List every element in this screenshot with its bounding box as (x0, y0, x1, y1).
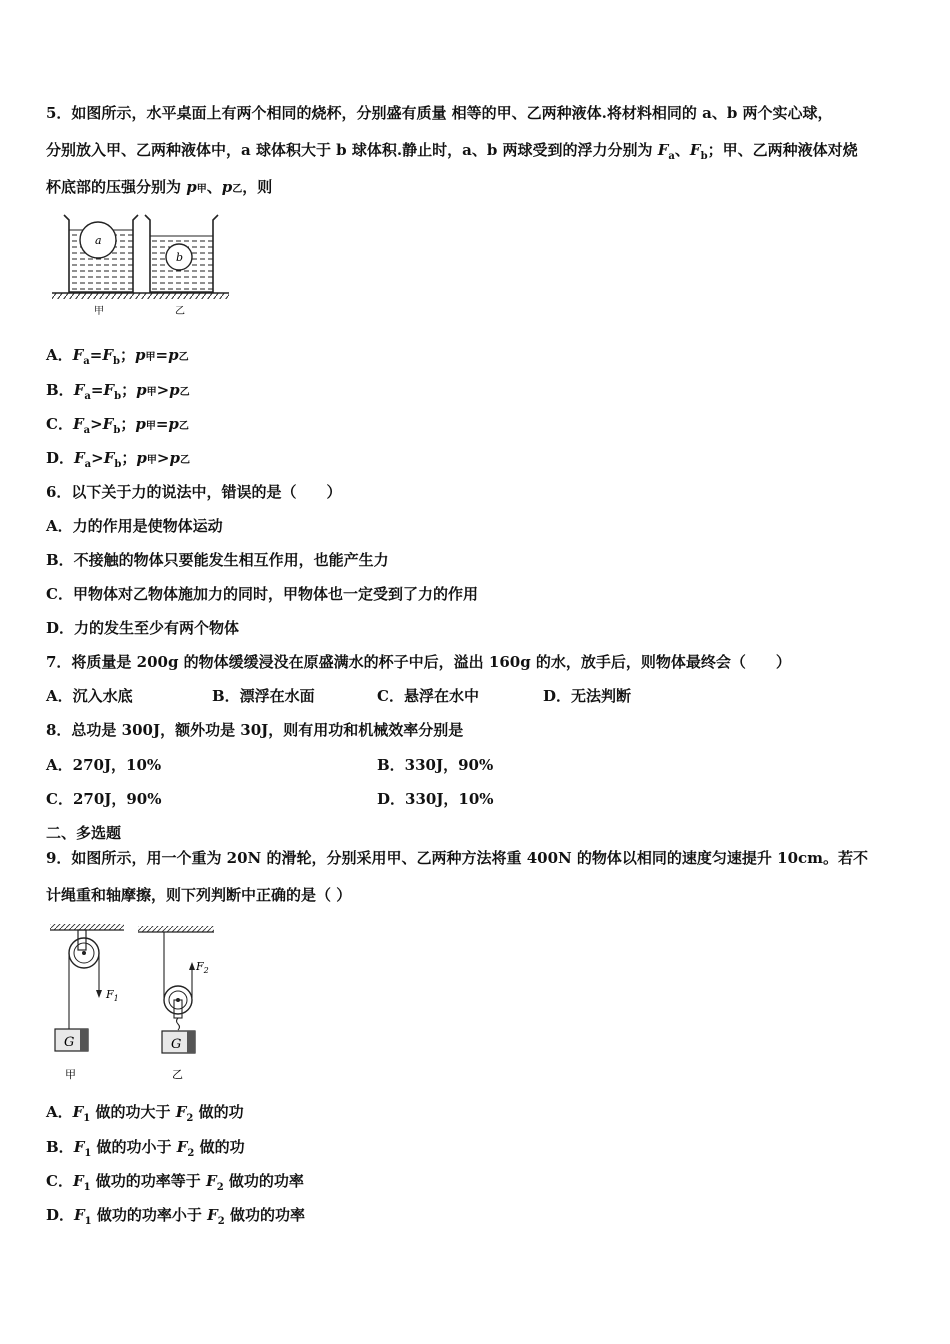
option-letter: D． (46, 449, 75, 467)
sub-a: a (668, 151, 675, 162)
sym-F: F (102, 346, 114, 364)
sym-F: F (103, 381, 115, 399)
sub-jia: 甲 (146, 387, 157, 398)
sub-b: b (113, 356, 121, 367)
q6-option-b: B．不接触的物体只要能发生相互作用，也能产生力 (46, 551, 389, 569)
option-letter: A． (46, 346, 73, 364)
sub-a: a (83, 356, 90, 367)
sub-yi: 乙 (179, 387, 190, 398)
relation: = (155, 346, 169, 364)
sym-F: F (73, 1138, 85, 1156)
sub-a: a (84, 459, 92, 470)
sym-F: F (74, 1206, 85, 1224)
sep: 、 (206, 178, 222, 196)
sub-jia: 甲 (145, 352, 156, 363)
relation: > (156, 449, 170, 467)
q9-line2: 计绳重和轴摩擦，则下列判断中正确的是（ ） (46, 886, 352, 904)
semi: ； (121, 449, 137, 467)
q8-option-a: A．270J，10% (46, 756, 162, 774)
sub-jia: 甲 (146, 455, 157, 466)
sym-p: p (168, 415, 179, 433)
sub-2: 2 (217, 1216, 225, 1227)
option-text: 做的功大于 (90, 1103, 176, 1121)
q5-line2-text: 分别放入甲、乙两种液体中，a 球体积大于 b 球体积.静止时，a、b 两球受到的浮力分别为 (46, 141, 658, 159)
q5-option-a (46, 346, 189, 371)
label-jia-pulley: 甲 (65, 1068, 76, 1081)
label-yi: 乙 (175, 306, 185, 317)
force-f2-label: $F_2$ (196, 960, 209, 975)
sub-1: 1 (83, 1182, 91, 1193)
q5-option-d (46, 449, 190, 474)
sub-yi: 乙 (179, 455, 190, 466)
label-yi-pulley: 乙 (172, 1068, 183, 1081)
sym-F: F (102, 415, 114, 433)
q7-option-a: A．沉入水底 (46, 687, 133, 705)
sym-F: F (103, 449, 115, 467)
sub-yi: 乙 (232, 184, 243, 195)
sub-b: b (114, 459, 122, 470)
semi: ； (120, 415, 136, 433)
sym-p: p (186, 178, 197, 196)
sym-F: F (207, 1206, 218, 1224)
sym-p: p (168, 346, 179, 364)
q6-stem: 6．以下关于力的说法中，错误的是（ ） (46, 483, 342, 501)
ball-a-label: a (95, 234, 102, 247)
sym-F: F (206, 1172, 217, 1190)
sub-2: 2 (187, 1148, 195, 1159)
sym-p: p (136, 381, 147, 399)
q9-option-d (46, 1206, 305, 1231)
q7-stem: 7．将质量是 200g 的物体缓缓浸没在原盛满水的杯子中后，溢出 160g 的水，放手后，则物体最终会（ ） (46, 653, 791, 671)
option-letter: C． (46, 1172, 73, 1190)
sym-p: p (169, 381, 180, 399)
option-text: 做功的功率 (223, 1172, 304, 1190)
weight-g-yi: G (171, 1037, 182, 1052)
sym-p: p (169, 449, 180, 467)
q9-option-b (46, 1138, 245, 1163)
sym-p: p (135, 346, 146, 364)
movable-pulley (138, 926, 214, 1081)
sym-F: F (72, 1172, 84, 1190)
sub-jia: 甲 (196, 184, 207, 195)
q9-option-c (46, 1172, 304, 1197)
sub-2: 2 (216, 1182, 224, 1193)
q8-stem: 8．总功是 300J，额外功是 30J，则有用功和机械效率分别是 (46, 721, 464, 739)
relation: = (90, 381, 104, 399)
sub-b: b (113, 425, 121, 436)
q7-option-b: B．漂浮在水面 (212, 687, 315, 705)
sub-2: 2 (186, 1113, 194, 1124)
beakers-figure (48, 208, 233, 320)
option-text: 做功的功率等于 (90, 1172, 207, 1190)
sym-F: F (72, 415, 84, 433)
q5-line3-tail: ，则 (242, 178, 273, 196)
option-text: 做功的功率 (224, 1206, 305, 1224)
sym-F: F (74, 449, 85, 467)
sym-p: p (135, 415, 146, 433)
semi: ； (120, 346, 136, 364)
sym-F: F (72, 346, 84, 364)
q7-option-d: D．无法判断 (543, 687, 632, 705)
option-letter: B． (46, 381, 74, 399)
option-text: 做功的功率小于 (91, 1206, 208, 1224)
option-text: 做的功小于 (91, 1138, 177, 1156)
beaker-yi (145, 215, 218, 292)
sub-1: 1 (84, 1148, 92, 1159)
sub-yi: 乙 (178, 421, 189, 432)
option-text: 做的功 (194, 1138, 245, 1156)
q5-line3-text: 杯底部的压强分别为 (46, 178, 187, 196)
q6-option-d: D．力的发生至少有两个物体 (46, 619, 240, 637)
relation: > (156, 381, 170, 399)
relation: = (89, 346, 103, 364)
sub-b: b (114, 391, 122, 402)
q5-option-b (46, 381, 190, 406)
label-jia: 甲 (94, 306, 104, 317)
sym-F: F (72, 1103, 84, 1121)
sym-F: F (73, 381, 85, 399)
ball-b-label: b (176, 251, 184, 264)
q5-line3 (46, 178, 272, 199)
q9-option-a (46, 1103, 244, 1128)
beaker-jia (64, 215, 138, 292)
force-f1-label: $F_1$ (106, 988, 119, 1003)
weight-g-jia: G (64, 1035, 75, 1050)
q5-option-c (46, 415, 189, 440)
fixed-pulley (50, 924, 124, 1081)
section-heading: 二、多选题 (46, 824, 122, 842)
q5-line2 (46, 141, 858, 166)
sub-1: 1 (84, 1216, 92, 1227)
option-letter: D． (46, 1206, 75, 1224)
relation: > (91, 449, 104, 467)
option-letter: A． (46, 1103, 73, 1121)
sub-jia: 甲 (145, 421, 156, 432)
sep: 、 (674, 141, 690, 159)
q8-option-c: C．270J，90% (46, 790, 162, 808)
sub-a: a (83, 425, 91, 436)
q6-option-a: A．力的作用是使物体运动 (46, 517, 223, 535)
sub-yi: 乙 (178, 352, 189, 363)
sym-p: p (221, 178, 233, 196)
q5-line2-tail: ；甲、乙两种液体对烧 (707, 141, 858, 159)
option-letter: B． (46, 1138, 74, 1156)
sub-1: 1 (83, 1113, 91, 1124)
relation: = (155, 415, 169, 433)
sym-F: F (689, 141, 701, 159)
pulleys-figure (46, 918, 218, 1088)
q9-line1: 9．如图所示，用一个重为 20N 的滑轮，分别采用甲、乙两种方法将重 400N 的物体以相同的速度匀速提升 10cm。若不 (46, 849, 869, 867)
option-letter: C． (46, 415, 73, 433)
q5-line1: 5．如图所示，水平桌面上有两个相同的烧杯，分别盛有质量 相等的甲、乙两种液体.将材料相同的 a、b 两个实心球， (46, 104, 833, 122)
sym-F: F (657, 141, 669, 159)
relation: > (90, 415, 103, 433)
semi: ； (121, 381, 137, 399)
sym-F: F (175, 1103, 187, 1121)
q6-option-c: C．甲物体对乙物体施加力的同时，甲物体也一定受到了力的作用 (46, 585, 478, 603)
q7-option-c: C．悬浮在水中 (377, 687, 479, 705)
sym-p: p (136, 449, 147, 467)
sym-F: F (176, 1138, 188, 1156)
sub-b: b (700, 151, 708, 162)
option-text: 做的功 (193, 1103, 244, 1121)
sub-a: a (84, 391, 91, 402)
q8-option-b: B．330J，90% (377, 756, 494, 774)
q8-option-d: D．330J，10% (377, 790, 494, 808)
